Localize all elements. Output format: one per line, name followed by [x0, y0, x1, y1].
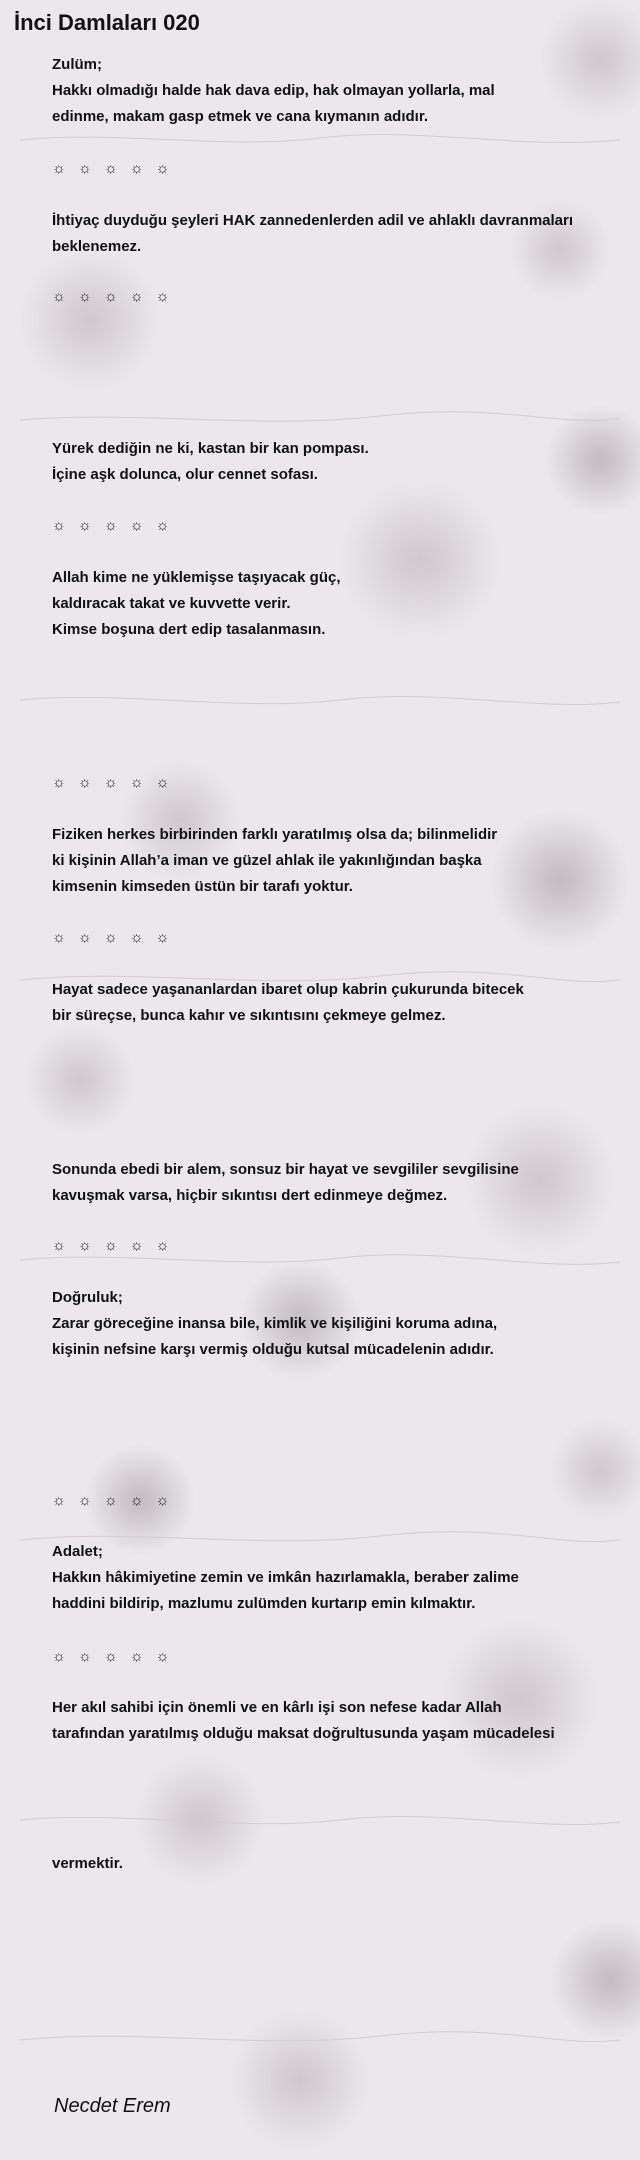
stanza-line: İhtiyaç duyduğu şeyleri HAK zannedenlerden adil ve ahlaklı davranmaları — [52, 212, 574, 229]
stanza-1 — [52, 52, 632, 130]
poem-title: İnci Damlaları 020 — [14, 10, 200, 35]
stanza-2 — [52, 208, 632, 260]
stanza-line: bir süreçse, bunca kahır ve sıkıntısını çekmeye gelmez. — [52, 1007, 446, 1024]
stanza-line: kimsenin kimseden üstün bir tarafı yoktur. — [52, 878, 353, 895]
stanza-line: Hayat sadece yaşananlardan ibaret olup kabrin çukurunda bitecek — [52, 981, 524, 998]
star-divider: ☼ ☼ ☼ ☼ ☼ — [52, 1492, 174, 1509]
stanza-3 — [52, 436, 632, 488]
stanza-line: Zarar göreceğine inansa bile, kimlik ve kişiliğini koruma adına, — [52, 1315, 498, 1332]
stanza-line: İçine aşk dolunca, olur cennet sofası. — [52, 466, 318, 483]
stanza-line: Kimse boşuna dert edip tasalanmasın. — [52, 621, 326, 638]
stanza-line: kaldıracak takat ve kuvvette verir. — [52, 595, 291, 612]
stanza-line: Fiziken herkes birbirinden farklı yaratılmış olsa da; bilinmelidir — [52, 826, 498, 843]
star-divider: ☼ ☼ ☼ ☼ ☼ — [52, 1237, 174, 1254]
star-divider: ☼ ☼ ☼ ☼ ☼ — [52, 1648, 174, 1665]
stanza-6 — [52, 977, 632, 1029]
stanza-line: tarafından yaratılmış olduğu maksat doğrultusunda yaşam mücadelesi — [52, 1725, 555, 1742]
stanza-line: Allah kime ne yüklemişse taşıyacak güç, — [52, 569, 341, 586]
stanza-line: Adalet; — [52, 1543, 103, 1560]
stanza-line: ki kişinin Allah’a iman ve güzel ahlak ile yakınlığından başka — [52, 852, 482, 869]
stanza-line: vermektir. — [52, 1855, 123, 1872]
star-divider: ☼ ☼ ☼ ☼ ☼ — [52, 774, 174, 791]
stanza-line: Yürek dediğin ne ki, kastan bir kan pompası. — [52, 440, 369, 457]
stanza-line: Hakkı olmadığı halde hak dava edip, hak olmayan yollarla, mal — [52, 82, 495, 99]
star-divider: ☼ ☼ ☼ ☼ ☼ — [52, 288, 174, 305]
stanza-line: Her akıl sahibi için önemli ve en kârlı işi son nefese kadar Allah — [52, 1699, 502, 1716]
stanza-7 — [52, 1157, 632, 1209]
stanza-line: kişinin nefsine karşı vermiş olduğu kutsal mücadelenin adıdır. — [52, 1341, 494, 1358]
stanza-line: kavuşmak varsa, hiçbir sıkıntısı dert edinmeye değmez. — [52, 1187, 448, 1204]
stanza-line: Hakkın hâkimiyetine zemin ve imkân hazırlamakla, beraber zalime — [52, 1569, 519, 1586]
stanza-9 — [52, 1539, 632, 1617]
stanza-5 — [52, 822, 632, 900]
stanza-8 — [52, 1285, 632, 1363]
stanza-line: Sonunda ebedi bir alem, sonsuz bir hayat ve sevgililer sevgilisine — [52, 1161, 519, 1178]
author-name: Necdet Erem — [54, 2095, 171, 2117]
star-divider: ☼ ☼ ☼ ☼ ☼ — [52, 160, 174, 177]
stanza-line: Doğruluk; — [52, 1289, 123, 1306]
stanza-line: beklenemez. — [52, 238, 142, 255]
stanza-line: edinme, makam gasp etmek ve cana kıymanın adıdır. — [52, 108, 429, 125]
stanza-4 — [52, 565, 632, 643]
star-divider: ☼ ☼ ☼ ☼ ☼ — [52, 517, 174, 534]
stanza-10 — [52, 1695, 632, 1747]
stanza-line: Zulüm; — [52, 56, 102, 73]
stanza-line: haddini bildirip, mazlumu zulümden kurtarıp emin kılmaktır. — [52, 1595, 476, 1612]
star-divider: ☼ ☼ ☼ ☼ ☼ — [52, 929, 174, 946]
stanza-11 — [52, 1851, 632, 1877]
